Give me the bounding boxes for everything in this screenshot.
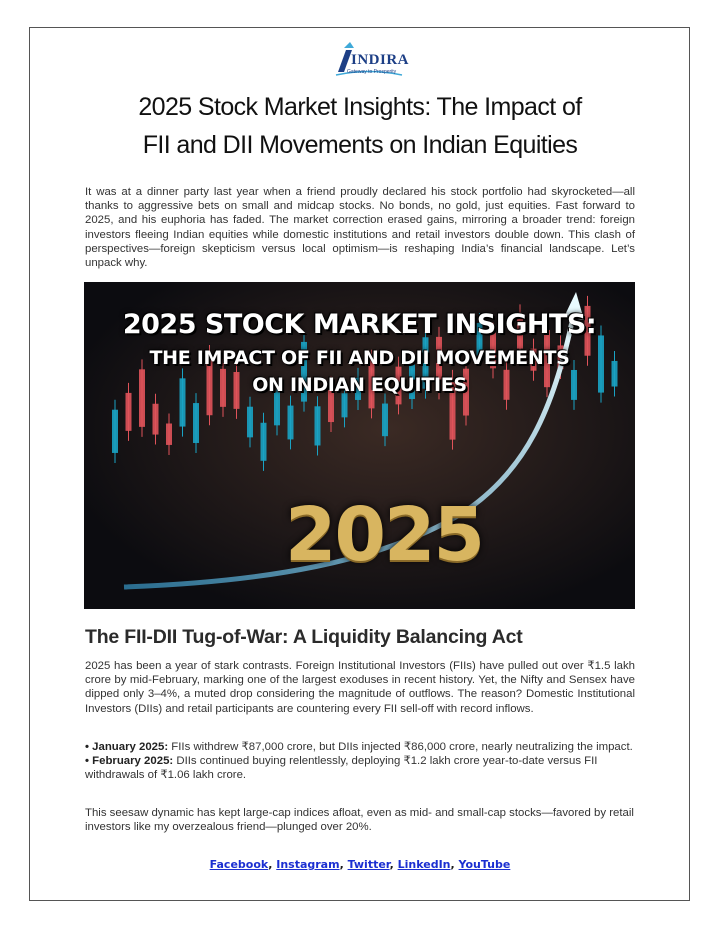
candle-body: [247, 407, 253, 438]
link-separator: ,: [339, 858, 348, 871]
logo-wordmark: INDIRA: [351, 52, 410, 68]
title-line-2: FII and DII Movements on Indian Equities: [142, 131, 578, 159]
bullet-label: • January 2025:: [85, 741, 169, 753]
twitter-link[interactable]: Twitter: [347, 858, 390, 871]
candle-body: [382, 404, 388, 437]
candle-body: [153, 404, 159, 435]
page-title: [60, 88, 660, 164]
section-paragraph-3: This seesaw dynamic has kept large-cap indices afloat, even as mid- and small-cap stocks—favored by retail investors like my overzealous friend—plunged over 20%.: [85, 807, 634, 834]
candle-body: [342, 393, 348, 417]
bullet-list: [85, 740, 635, 783]
bullet-label: • February 2025:: [85, 755, 174, 768]
candle-body: [193, 403, 199, 443]
linkedin-link[interactable]: LinkedIn: [397, 858, 451, 871]
candle-body: [126, 393, 132, 431]
section-paragraph-1: 2025 has been a year of stark contrasts. Foreign Institutional Investors (FIIs) have pulled out over ₹1.5 lakh crore by mid-February, marking one of the largest exoduses in recent history. Yet, the Nifty and Sensex have dipped only 3–4%, a muted drop considering the magnitude of outflows. The reason? Domestic Institutional Investors (DIIs) and retail participants are countering every FII sell-off with record inflows.: [85, 660, 635, 715]
bullet-text: FIIs withdrew ₹87,000 crore, but DIIs injected ₹86,000 crore, nearly neutralizing the impact.: [168, 741, 633, 753]
instagram-link[interactable]: Instagram: [276, 858, 340, 871]
social-links: [0, 858, 720, 871]
link-separator: ,: [450, 858, 459, 871]
hero-headline-3: ON INDIAN EQUITIES: [252, 374, 467, 396]
facebook-link[interactable]: Facebook: [209, 858, 269, 871]
candle-body: [274, 392, 280, 425]
hero-headline-1: 2025 STOCK MARKET INSIGHTS:: [122, 309, 597, 340]
link-separator: ,: [268, 858, 277, 871]
bullet-text: DIIs continued buying relentlessly, deploying ₹1.2 lakh crore year-to-date versus FII withdrawals of ₹1.06 lakh crore.: [85, 755, 598, 782]
candle-body: [166, 423, 172, 444]
logo-tagline: Gateway to Prosperity: [347, 69, 397, 75]
candle-body: [315, 406, 321, 445]
hero-image: [84, 282, 635, 609]
bullet-item-february: [85, 754, 635, 782]
link-separator: ,: [389, 858, 398, 871]
title-line-1: 2025 Stock Market Insights: The Impact of: [138, 93, 582, 121]
bullet-item-january: [85, 740, 635, 754]
candle-body: [112, 410, 118, 453]
youtube-link[interactable]: YouTube: [458, 858, 511, 871]
intro-paragraph: It was at a dinner party last year when a friend proudly declared his stock portfolio had skyrocketed—all thanks to aggressive bets on small and midcap stocks. No bonds, no gold, just equities. Fast forward to 2025, and his euphoria has faded. The market correction erased gains, mirroring a broader trend: foreign investors fleeing Indian equities while domestic institutions and retail investors double down. This clash of perspectives—foreign skepticism versus local optimism—is reshaping India’s financial landscape. Let’s unpack why.: [85, 186, 635, 270]
candle-body: [261, 423, 267, 461]
hero-headline-2: THE IMPACT OF FII AND DII MOVEMENTS: [149, 347, 570, 369]
hero-year: 2025: [285, 492, 483, 578]
candle-body: [288, 406, 294, 440]
section-heading: The FII-DII Tug-of-War: A Liquidity Balancing Act: [85, 626, 523, 648]
